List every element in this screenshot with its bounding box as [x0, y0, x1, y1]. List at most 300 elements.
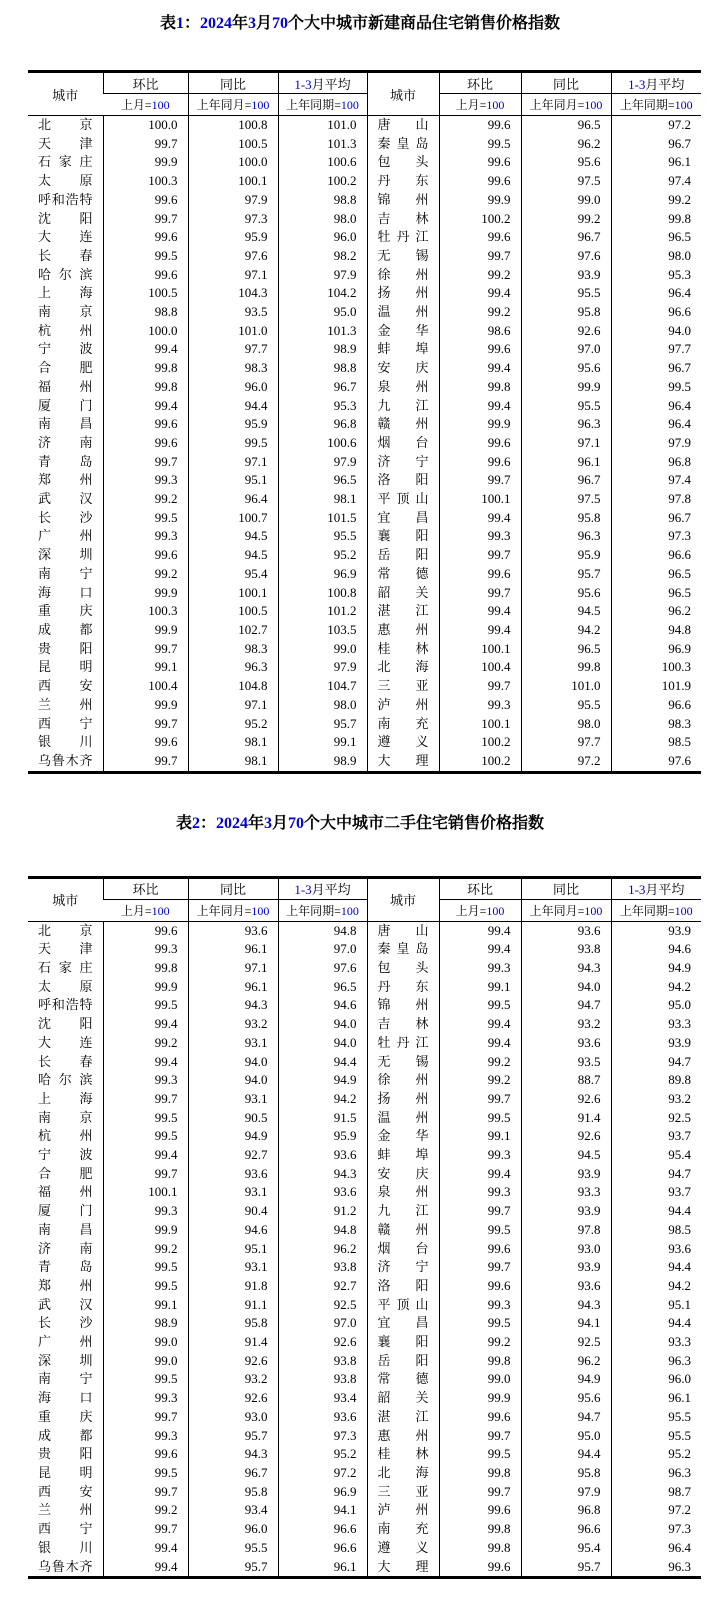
city-cell: 青岛 [38, 1259, 93, 1275]
value-cell: 99.7 [103, 210, 188, 229]
city-cell: 泉州 [367, 378, 439, 397]
col-header-city-left: 城市 [52, 893, 79, 909]
city-cell: 贵阳 [38, 1446, 93, 1462]
col-header-city-right: 城市 [367, 877, 439, 921]
value-cell: 94.0 [521, 978, 611, 997]
value-cell: 97.1 [188, 959, 278, 978]
value-cell: 100.2 [439, 752, 521, 772]
city-cell: 济南 [38, 1240, 93, 1256]
table-row [28, 340, 701, 359]
value-cell: 96.6 [611, 303, 701, 322]
table-row [28, 471, 701, 490]
value-cell: 97.9 [278, 266, 367, 285]
value-cell: 100.2 [439, 733, 521, 752]
value-cell: 94.2 [521, 621, 611, 640]
value-cell: 96.6 [611, 546, 701, 565]
city-cell: 贵阳 [38, 640, 93, 656]
city-cell: 太原 [38, 173, 93, 189]
value-cell: 99.5 [103, 1464, 188, 1483]
value-cell: 99.9 [103, 584, 188, 603]
value-cell: 93.4 [278, 1389, 367, 1408]
value-cell: 97.9 [278, 658, 367, 677]
value-cell: 94.8 [611, 621, 701, 640]
city-cell: 烟台 [367, 1240, 439, 1259]
value-cell: 98.8 [278, 191, 367, 210]
value-cell: 97.8 [611, 490, 701, 509]
city-cell: 洛阳 [367, 1277, 439, 1296]
col-subheader-mom-base-left: 上月=100 [120, 903, 170, 918]
col-header-yoy-right: 同比 [521, 72, 611, 94]
value-cell: 99.3 [103, 940, 188, 959]
table-row [28, 1483, 701, 1502]
value-cell: 95.7 [188, 1427, 278, 1446]
city-cell: 牡丹江 [367, 1034, 439, 1053]
value-cell: 101.0 [188, 322, 278, 341]
value-cell: 95.1 [188, 471, 278, 490]
col-header-avg-right: 1-3月平均 [611, 72, 701, 94]
value-cell: 96.4 [611, 284, 701, 303]
table-row [28, 1296, 701, 1315]
value-cell: 95.1 [188, 1240, 278, 1259]
value-cell: 97.0 [278, 1314, 367, 1333]
city-cell: 吉林 [367, 1015, 439, 1034]
city-cell: 赣州 [367, 1221, 439, 1240]
city-cell: 济宁 [367, 1258, 439, 1277]
value-cell: 100.0 [103, 322, 188, 341]
city-cell: 金华 [367, 322, 439, 341]
value-cell: 98.3 [611, 715, 701, 734]
value-cell: 95.0 [521, 1427, 611, 1446]
value-cell: 93.8 [278, 1258, 367, 1277]
value-cell: 99.4 [439, 621, 521, 640]
value-cell: 100.1 [439, 490, 521, 509]
city-cell: 宜昌 [367, 509, 439, 528]
table-row [28, 1277, 701, 1296]
value-cell: 99.6 [103, 191, 188, 210]
value-cell: 99.2 [439, 266, 521, 285]
value-cell: 94.2 [611, 978, 701, 997]
value-cell: 93.1 [188, 1258, 278, 1277]
value-cell: 99.2 [439, 1071, 521, 1090]
table-row [28, 266, 701, 285]
table-row [28, 247, 701, 266]
col-subheader-mom-base-right: 上月=100 [439, 94, 521, 116]
value-cell: 97.9 [278, 453, 367, 472]
value-cell: 98.1 [188, 733, 278, 752]
value-cell: 97.5 [521, 172, 611, 191]
value-cell: 99.3 [439, 1296, 521, 1315]
value-cell: 99.0 [521, 191, 611, 210]
city-cell: 岳阳 [367, 546, 439, 565]
city-cell: 银川 [38, 734, 93, 750]
value-cell: 99.9 [439, 415, 521, 434]
city-cell: 湛江 [367, 1408, 439, 1427]
col-header-mom-left: 环比 [103, 877, 188, 899]
value-cell: 93.1 [188, 1090, 278, 1109]
city-cell: 济宁 [367, 453, 439, 472]
value-cell: 96.7 [611, 359, 701, 378]
value-cell: 99.0 [439, 1370, 521, 1389]
value-cell: 99.8 [439, 1539, 521, 1558]
value-cell: 99.9 [521, 378, 611, 397]
value-cell: 100.1 [188, 172, 278, 191]
value-cell: 95.5 [521, 696, 611, 715]
city-cell: 南昌 [38, 416, 93, 432]
value-cell: 96.3 [521, 415, 611, 434]
table-row [28, 1370, 701, 1389]
city-cell: 武汉 [38, 1296, 93, 1312]
value-cell: 96.5 [611, 565, 701, 584]
value-cell: 97.5 [521, 490, 611, 509]
col-subheader-avg-base-left: 上年同期=100 [278, 94, 367, 116]
value-cell: 102.7 [188, 621, 278, 640]
value-cell: 94.5 [521, 602, 611, 621]
city-cell: 桂林 [367, 640, 439, 659]
value-cell: 99.6 [103, 434, 188, 453]
table-row [28, 1202, 701, 1221]
city-cell: 南充 [367, 1520, 439, 1539]
value-cell: 93.6 [188, 1165, 278, 1184]
value-cell: 93.6 [521, 921, 611, 940]
city-cell: 南京 [38, 1109, 93, 1125]
value-cell: 99.9 [439, 1389, 521, 1408]
col-subheader-yoy-base-left: 上年同月=100 [188, 899, 278, 921]
value-cell: 95.5 [188, 1539, 278, 1558]
city-cell: 洛阳 [367, 471, 439, 490]
city-cell: 锦州 [367, 996, 439, 1015]
value-cell: 96.7 [278, 378, 367, 397]
value-cell: 95.0 [278, 303, 367, 322]
value-cell: 95.2 [611, 1445, 701, 1464]
table-row [28, 359, 701, 378]
value-cell: 96.1 [521, 453, 611, 472]
table-row [28, 434, 701, 453]
value-cell: 104.7 [278, 677, 367, 696]
value-cell: 97.3 [611, 1520, 701, 1539]
value-cell: 96.4 [611, 397, 701, 416]
value-cell: 101.3 [278, 135, 367, 154]
value-cell: 94.0 [611, 322, 701, 341]
table-row [28, 940, 701, 959]
value-cell: 99.4 [103, 1015, 188, 1034]
col-subheader-yoy-base-left: 上年同月=100 [188, 94, 278, 116]
city-cell: 福州 [38, 378, 93, 394]
table-row [28, 1464, 701, 1483]
value-cell: 100.0 [188, 153, 278, 172]
table-row [28, 284, 701, 303]
value-cell: 92.7 [188, 1146, 278, 1165]
value-cell: 99.2 [103, 565, 188, 584]
city-cell: 重庆 [38, 603, 93, 619]
value-cell: 95.4 [611, 1146, 701, 1165]
value-cell: 100.1 [188, 584, 278, 603]
value-cell: 97.6 [188, 247, 278, 266]
value-cell: 94.4 [611, 1258, 701, 1277]
table-row [28, 658, 701, 677]
value-cell: 98.6 [439, 322, 521, 341]
table2-body [28, 921, 701, 1578]
table1-title: 表1：2024年3月70个大中城市新建商品住宅销售价格指数 [159, 15, 561, 32]
table-row [28, 640, 701, 659]
city-cell: 温州 [367, 303, 439, 322]
table-row [28, 1539, 701, 1558]
value-cell: 99.3 [103, 1427, 188, 1446]
city-cell: 兰州 [38, 1502, 93, 1518]
city-cell: 昆明 [38, 659, 93, 675]
value-cell: 96.4 [611, 415, 701, 434]
value-cell: 99.2 [103, 1034, 188, 1053]
value-cell: 104.8 [188, 677, 278, 696]
table-row [28, 1183, 701, 1202]
city-cell: 南京 [38, 304, 93, 320]
table-row [28, 1520, 701, 1539]
value-cell: 99.3 [439, 1183, 521, 1202]
city-cell: 武汉 [38, 491, 93, 507]
value-cell: 94.7 [521, 996, 611, 1015]
value-cell: 92.6 [521, 322, 611, 341]
value-cell: 99.8 [103, 378, 188, 397]
city-cell: 北海 [367, 1464, 439, 1483]
value-cell: 98.0 [278, 210, 367, 229]
value-cell: 96.8 [611, 453, 701, 472]
city-cell: 上海 [38, 1090, 93, 1106]
table-row [28, 153, 701, 172]
city-cell: 乌鲁木齐 [38, 752, 93, 768]
value-cell: 93.7 [611, 1127, 701, 1146]
value-cell: 99.4 [103, 397, 188, 416]
city-cell: 锦州 [367, 191, 439, 210]
value-cell: 97.6 [611, 752, 701, 772]
value-cell: 99.1 [103, 658, 188, 677]
value-cell: 98.8 [278, 359, 367, 378]
city-cell: 上海 [38, 285, 93, 301]
value-cell: 97.0 [521, 340, 611, 359]
city-cell: 丹东 [367, 978, 439, 997]
city-cell: 大连 [38, 229, 93, 245]
city-cell: 长沙 [38, 1315, 93, 1331]
value-cell: 95.3 [278, 397, 367, 416]
col-header-yoy-left: 同比 [188, 72, 278, 94]
table-row [28, 1034, 701, 1053]
value-cell: 96.2 [611, 602, 701, 621]
city-cell: 三亚 [367, 1483, 439, 1502]
value-cell: 100.0 [103, 116, 188, 135]
col-subheader-yoy-base-right: 上年同月=100 [521, 899, 611, 921]
value-cell: 99.8 [103, 359, 188, 378]
city-cell: 西宁 [38, 715, 93, 731]
value-cell: 94.1 [521, 1314, 611, 1333]
value-cell: 99.3 [103, 471, 188, 490]
value-cell: 99.6 [439, 1501, 521, 1520]
value-cell: 96.2 [521, 135, 611, 154]
value-cell: 93.2 [521, 1015, 611, 1034]
value-cell: 96.8 [521, 1501, 611, 1520]
city-cell: 大理 [367, 752, 439, 772]
value-cell: 94.4 [611, 1314, 701, 1333]
table-row [28, 546, 701, 565]
value-cell: 93.3 [611, 1333, 701, 1352]
value-cell: 99.7 [439, 247, 521, 266]
value-cell: 99.6 [439, 153, 521, 172]
value-cell: 95.2 [278, 546, 367, 565]
value-cell: 95.5 [278, 527, 367, 546]
city-cell: 长春 [38, 1053, 93, 1069]
col-header-avg-left: 1-3月平均 [278, 72, 367, 94]
city-cell: 长春 [38, 247, 93, 263]
value-cell: 94.3 [521, 1296, 611, 1315]
value-cell: 100.7 [188, 509, 278, 528]
value-cell: 94.5 [521, 1146, 611, 1165]
value-cell: 104.2 [278, 284, 367, 303]
col-subheader-avg-base-left: 上年同期=100 [278, 899, 367, 921]
value-cell: 100.6 [278, 153, 367, 172]
value-cell: 99.5 [103, 1370, 188, 1389]
value-cell: 94.9 [611, 959, 701, 978]
value-cell: 99.0 [103, 1352, 188, 1371]
city-cell: 沈阳 [38, 1016, 93, 1032]
city-cell: 唐山 [367, 116, 439, 135]
city-cell: 哈尔滨 [38, 1072, 93, 1088]
value-cell: 95.5 [611, 1408, 701, 1427]
table-row [28, 1427, 701, 1446]
city-cell: 牡丹江 [367, 228, 439, 247]
value-cell: 98.9 [278, 752, 367, 772]
value-cell: 99.7 [439, 1427, 521, 1446]
value-cell: 96.9 [611, 640, 701, 659]
value-cell: 95.7 [521, 565, 611, 584]
value-cell: 97.2 [278, 1464, 367, 1483]
value-cell: 95.6 [521, 153, 611, 172]
value-cell: 99.3 [439, 959, 521, 978]
value-cell: 96.7 [611, 135, 701, 154]
value-cell: 95.9 [521, 546, 611, 565]
value-cell: 97.9 [188, 191, 278, 210]
table-row [28, 135, 701, 154]
value-cell: 94.0 [278, 1015, 367, 1034]
value-cell: 96.5 [611, 228, 701, 247]
value-cell: 93.0 [188, 1408, 278, 1427]
value-cell: 93.9 [521, 1202, 611, 1221]
value-cell: 93.9 [521, 1258, 611, 1277]
city-cell: 桂林 [367, 1445, 439, 1464]
city-cell: 南充 [367, 715, 439, 734]
table-row [28, 1314, 701, 1333]
value-cell: 91.4 [521, 1109, 611, 1128]
value-cell: 93.1 [188, 1034, 278, 1053]
city-cell: 泸州 [367, 1501, 439, 1520]
value-cell: 101.2 [278, 602, 367, 621]
city-cell: 襄阳 [367, 527, 439, 546]
value-cell: 97.2 [521, 752, 611, 772]
city-cell: 合肥 [38, 360, 93, 376]
value-cell: 97.4 [611, 172, 701, 191]
value-cell: 99.2 [439, 1333, 521, 1352]
city-cell: 韶关 [367, 1389, 439, 1408]
table-row [28, 996, 701, 1015]
table-row [28, 1165, 701, 1184]
value-cell: 94.3 [188, 996, 278, 1015]
value-cell: 96.0 [188, 1520, 278, 1539]
value-cell: 99.6 [103, 1445, 188, 1464]
city-cell: 襄阳 [367, 1333, 439, 1352]
city-cell: 惠州 [367, 1427, 439, 1446]
value-cell: 95.1 [611, 1296, 701, 1315]
value-cell: 99.7 [439, 1258, 521, 1277]
value-cell: 92.6 [521, 1090, 611, 1109]
value-cell: 99.7 [103, 135, 188, 154]
city-cell: 无锡 [367, 1053, 439, 1072]
city-cell: 徐州 [367, 266, 439, 285]
value-cell: 93.6 [278, 1183, 367, 1202]
table-row [28, 1053, 701, 1072]
value-cell: 100.5 [188, 602, 278, 621]
value-cell: 99.7 [103, 752, 188, 772]
city-cell: 济南 [38, 434, 93, 450]
value-cell: 100.1 [439, 715, 521, 734]
city-cell: 合肥 [38, 1165, 93, 1181]
value-cell: 99.6 [103, 546, 188, 565]
city-cell: 唐山 [367, 921, 439, 940]
table1-body [28, 116, 701, 773]
value-cell: 94.5 [188, 546, 278, 565]
value-cell: 99.6 [439, 228, 521, 247]
value-cell: 99.7 [103, 1483, 188, 1502]
value-cell: 95.6 [521, 1389, 611, 1408]
value-cell: 97.6 [278, 959, 367, 978]
value-cell: 93.1 [188, 1183, 278, 1202]
city-cell: 常德 [367, 1370, 439, 1389]
value-cell: 99.7 [439, 1483, 521, 1502]
value-cell: 99.6 [439, 340, 521, 359]
value-cell: 99.7 [439, 1202, 521, 1221]
value-cell: 97.7 [521, 733, 611, 752]
city-cell: 海口 [38, 584, 93, 600]
value-cell: 99.9 [103, 153, 188, 172]
city-cell: 秦皇岛 [367, 135, 439, 154]
city-cell: 福州 [38, 1184, 93, 1200]
city-cell: 金华 [367, 1127, 439, 1146]
city-cell: 深圳 [38, 547, 93, 563]
value-cell: 101.0 [278, 116, 367, 135]
value-cell: 97.3 [611, 527, 701, 546]
value-cell: 95.6 [521, 584, 611, 603]
col-header-yoy-right: 同比 [521, 877, 611, 899]
value-cell: 99.4 [439, 397, 521, 416]
value-cell: 95.4 [521, 1539, 611, 1558]
value-cell: 96.3 [188, 658, 278, 677]
value-cell: 99.5 [439, 135, 521, 154]
value-cell: 97.2 [611, 116, 701, 135]
table-row [28, 1127, 701, 1146]
value-cell: 94.6 [188, 1221, 278, 1240]
city-cell: 长沙 [38, 509, 93, 525]
city-cell: 北京 [38, 117, 93, 132]
value-cell: 99.6 [103, 733, 188, 752]
table-row [28, 322, 701, 341]
value-cell: 96.5 [521, 640, 611, 659]
city-cell: 郑州 [38, 1277, 93, 1293]
value-cell: 98.2 [278, 247, 367, 266]
col-header-city-right: 城市 [367, 72, 439, 116]
table-row [28, 1258, 701, 1277]
table-row [28, 378, 701, 397]
value-cell: 99.5 [439, 1445, 521, 1464]
value-cell: 99.5 [439, 1109, 521, 1128]
value-cell: 99.5 [439, 1221, 521, 1240]
value-cell: 95.7 [188, 1558, 278, 1578]
city-cell: 青岛 [38, 453, 93, 469]
value-cell: 99.6 [103, 266, 188, 285]
